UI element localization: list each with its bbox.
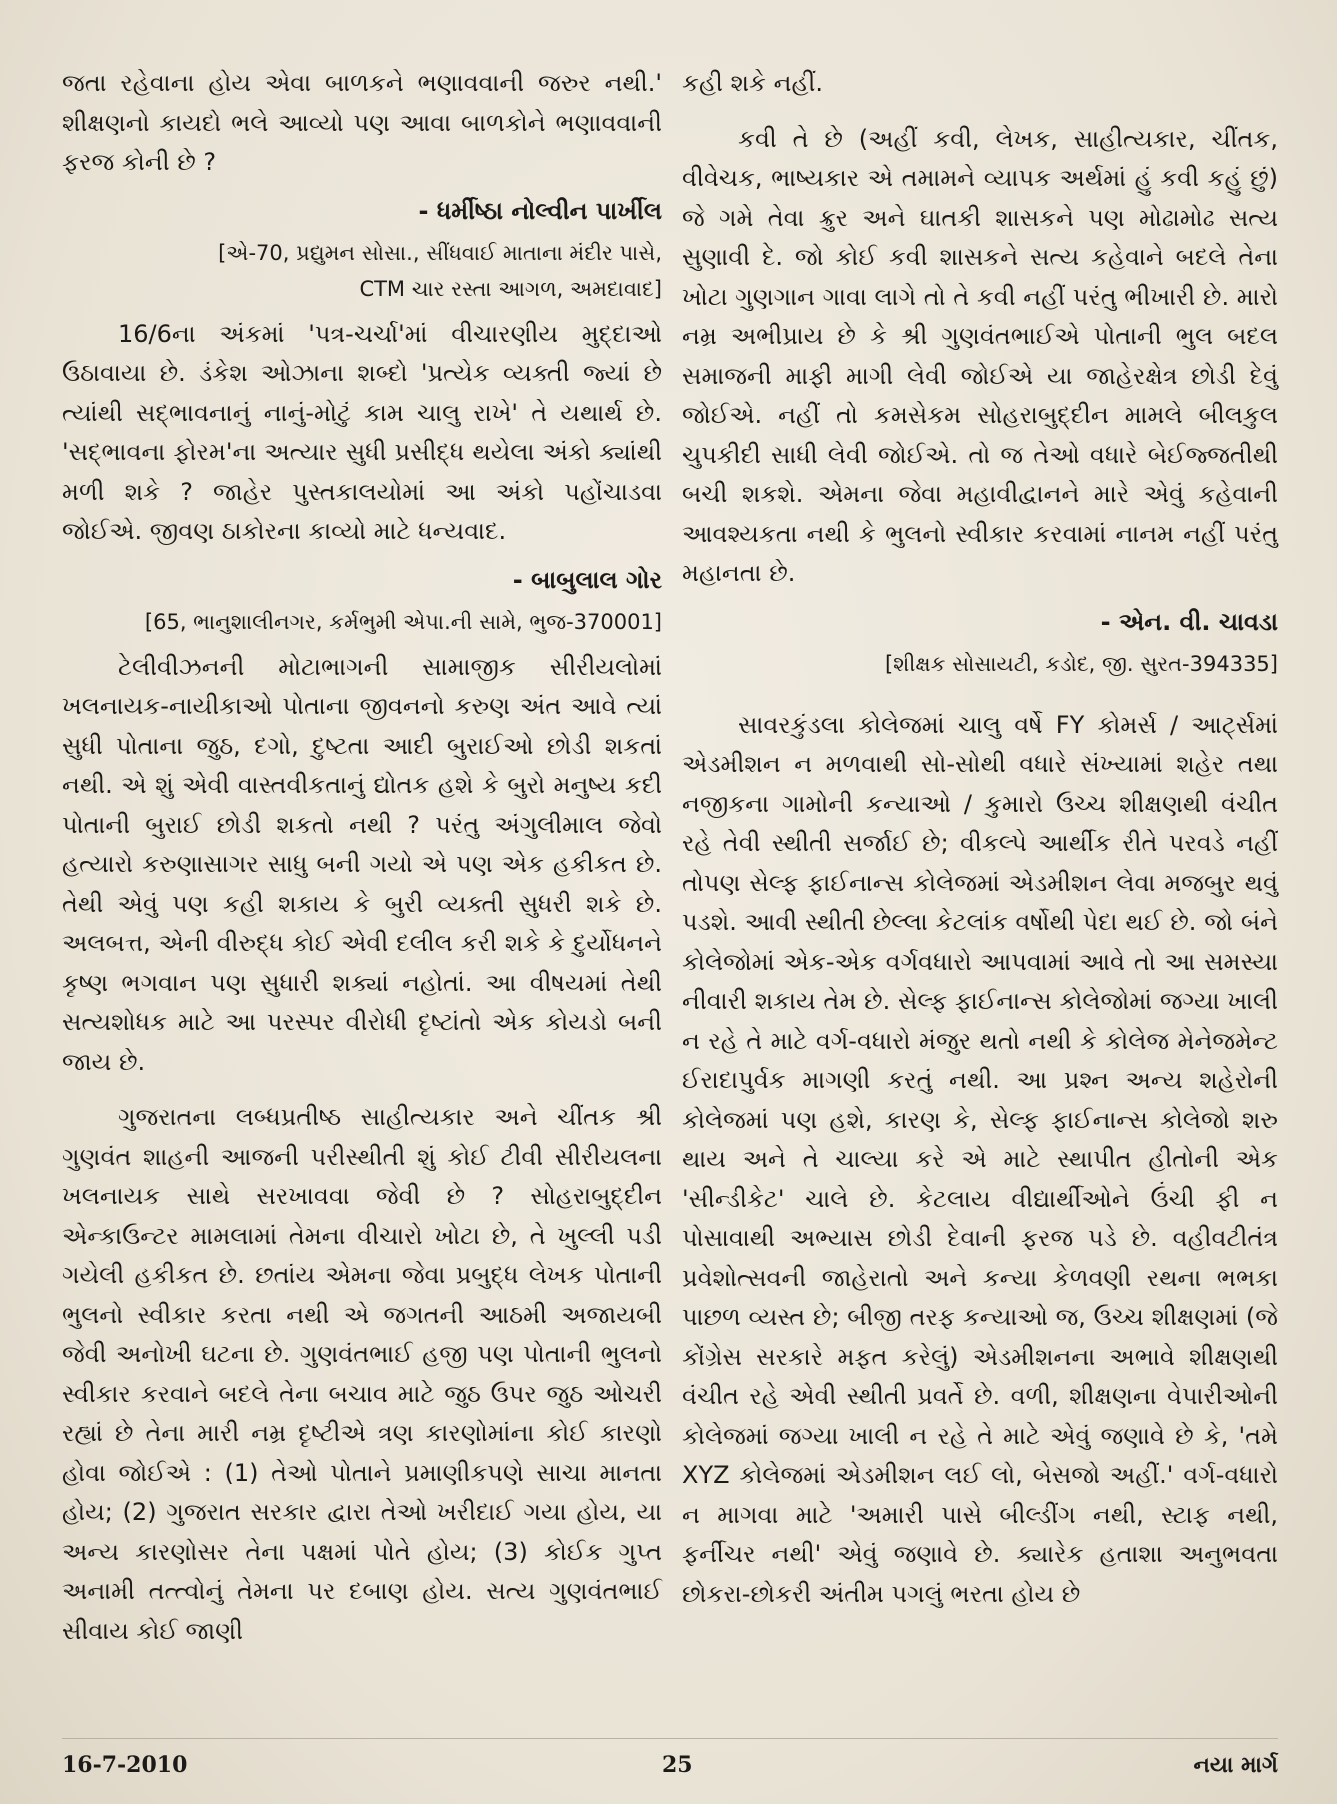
letter-3-paragraph-3: કવી તે છે (અહીં કવી, લેખક, સાહીત્યકાર, ચીંતક, વીવેચક, ભાષ્યકાર એ તમામને વ્યાપક અર્થમાં હું કવી કહું છું) જે ગમે તેવા ક્રુર અને ઘાતકી શાસકને પણ મોઢામોઢ સત્ય સુણાવી દે. જો કોઈ કવી શાસકને સત્ય કહેવાને બદલે તેના ખોટા ગુણગાન ગાવા લાગે તો તે કવી નહીં પરંતુ ભીખારી છે. મારો નમ્ર અભીપ્રાય છે કે શ્રી ગુણવંતભાઈએ પોતાની ભુલ બદલ સમાજની માફી માગી લેવી જોઈએ યા જાહેરક્ષેત્ર છોડી દેવું જોઈએ. નહીં તો કમસેકમ સોહરાબુદ્દીન મામલે બીલકુલ ચુપકીદી સાધી લેવી જોઈએ. તો જ તેઓ વધારે બેઈજ્જતીથી બચી શકશે. એમના જેવા મહાવીદ્વાનને મારે એવું કહેવાની આવશ્યકતા નથી કે ભુલનો સ્વીકાર કરવામાં નાનમ નહીં પરંતુ મહાનતા છે. <box>682 124 1278 587</box>
address-line-2: CTM ચાર રસ્તા આગળ, અમદાવાદ] <box>359 276 662 301</box>
signature-dharmishtha: - ધર્મીષ્ઠા નોલ્વીન પાર્ખીલ <box>418 196 662 225</box>
address-bhuj: [65, ભાનુશાલીનગર, કર્મભુમી એપા.ની સામે, ભુજ-370001] <box>144 609 662 634</box>
address-kadod: [શીક્ષક સોસાયટી, કડોદ, જી. સુરત-394335] <box>884 651 1278 676</box>
address-ahmedabad <box>62 235 662 307</box>
left-column <box>62 64 662 1651</box>
issue-date: 16-7-2010 <box>62 1752 188 1778</box>
signature-babulal: - બાબુલાલ ગોર <box>512 565 662 594</box>
letter-3-paragraph-1: ટેલીવીઝનની મોટાભાગની સામાજીક સીરીયલોમાં ખલનાયક-નાયીકાઓ પોતાના જીવનનો કરુણ અંત આવે ત્યાં સુધી પોતાના જુઠ, દગો, દુષ્ટતા આદી બુરાઈઓ છોડી શકતાં નથી. એ શું એવી વાસ્તવીકતાનું દ્યોતક હશે કે બુરો મનુષ્ય કદી પોતાની બુરાઈ છોડી શકતો નથી ? પરંતુ અંગુલીમાલ જેવો હત્યારો કરુણાસાગર સાધુ બની ગયો એ પણ એક હકીકત છે. તેથી એવું પણ કહી શકાય કે બુરી વ્યક્તી સુધરી શકે છે. અલબત્ત, એની વીરુદ્ધ કોઈ એવી દલીલ કરી શકે કે દુર્યોધનને કૃષ્ણ ભગવાન પણ સુધારી શક્યાં નહોતાં. આ વીષયમાં તેથી સત્યશોધક માટે આ પરસ્પર વીરોધી દૃષ્ટાંતો એક કોયડો બની જાય છે. <box>62 652 662 1076</box>
letter-3-tail: કહી શકે નહીં. <box>682 69 824 97</box>
address-line-1: [એ-70, પ્રદ્યુમન સોસા., સીંધવાઈ માતાના મંદીર પાસે, <box>218 240 662 265</box>
right-column <box>682 64 1278 1614</box>
magazine-name: નયા માર્ગ <box>1193 1752 1278 1778</box>
page-number: 25 <box>662 1752 693 1778</box>
letter-4-body: સાવરકુંડલા કોલેજમાં ચાલુ વર્ષે FY કોમર્સ / આર્ટ્સમાં એડમીશન ન મળવાથી સો-સોથી વધારે સંખ્યામાં શહેર તથા નજીકના ગામોની કન્યાઓ / કુમારો ઉચ્ચ શીક્ષણથી વંચીત રહે તેવી સ્થીતી સર્જાઈ છે; વીકલ્પે આર્થીક રીતે પરવડે નહીં તોપણ સેલ્ફ ફાઈનાન્સ કોલેજમાં એડમીશન લેવા મજબુર થવું પડશે. આવી સ્થીતી છેલ્લા કેટલાંક વર્ષોથી પેદા થઈ છે. જો બંને કોલેજોમાં એક-એક વર્ગવધારો આપવામાં આવે તો આ સમસ્યા નીવારી શકાય તેમ છે. સેલ્ફ ફાઈનાન્સ કોલેજોમાં જગ્યા ખાલી ન રહે તે માટે વર્ગ-વધારો મંજુર થતો નથી કે કોલેજ મેનેજમેન્ટ ઈરાદાપુર્વક માગણી કરતું નથી. આ પ્રશ્ન અન્ય શહેરોની કોલેજમાં પણ હશે, કારણ કે, સેલ્ફ ફાઈનાન્સ કોલેજો શરુ થાય અને તે ચાલ્યા કરે એ માટે સ્થાપીત હીતોની એક 'સીન્ડીકેટ' ચાલે છે. કેટલાય વીદ્યાર્થીઓને ઉંચી ફી ન પોસાવાથી અભ્યાસ છોડી દેવાની ફરજ પડે છે. વહીવટીતંત્ર પ્રવેશોત્સવની જાહેરાતો અને કન્યા કેળવણી રથના ભભકા પાછળ વ્યસ્ત છે; બીજી તરફ કન્યાઓ જ, ઉચ્ચ શીક્ષણમાં (જે કોંગ્રેસ સરકારે મફત કરેલું) એડમીશનના અભાવે શીક્ષણથી વંચીત રહે એવી સ્થીતી પ્રવર્તે છે. વળી, શીક્ષણના વેપારીઓની કોલેજમાં જગ્યા ખાલી ન રહે તે માટે એવું જણાવે છે કે, 'તમે XYZ કોલેજમાં એડમીશન લઈ લો, બેસજો અહીં.' વર્ગ-વધારો ન માગવા માટે 'અમારી પાસે બીલ્ડીંગ નથી, સ્ટાફ નથી, ફર્નીચર નથી' એવું જણાવે છે. ક્યારેક હતાશા અનુભવતા છોકરા-છોકરી અંતીમ પગલું ભરતા હોય છે <box>682 710 1278 1608</box>
letter-1-tail: જતા રહેવાના હોય એવા બાળકને ભણાવવાની જરુર નથી.' શીક્ષણનો કાયદો ભલે આવ્યો પણ આવા બાળકોને ભણાવવાની ફરજ કોની છે ? <box>62 69 662 176</box>
letter-3-paragraph-2: ગુજરાતના લબ્ધપ્રતીષ્ઠ સાહીત્યકાર અને ચીંતક શ્રી ગુણવંત શાહની આજની પરીસ્થીતી શું કોઈ ટીવી સીરીયલના ખલનાયક સાથે સરખાવવા જેવી છે ? સોહરાબુદ્દીન એન્કાઉન્ટર મામલામાં તેમના વીચારો ખોટા છે, તે ખુલ્લી પડી ગયેલી હકીકત છે. છતાંય એમના જેવા પ્રબુદ્ધ લેખક પોતાની ભુલનો સ્વીકાર કરતા નથી એ જગતની આઠમી અજાયબી જેવી અનોખી ઘટના છે. ગુણવંતભાઈ હજી પણ પોતાની ભુલનો સ્વીકાર કરવાને બદલે તેના બચાવ માટે જુઠ ઉપર જુઠ ઓચરી રહ્યાં છે તેના મારી નમ્ર દૃષ્ટીએ ત્રણ કારણોમાંના કોઈ કારણો હોવા જોઈએ : (1) તેઓ પોતાને પ્રમાણીકપણે સાચા માનતા હોય; (2) ગુજરાત સરકાર દ્વારા તેઓ ખરીદાઈ ગયા હોય, યા અન્ય કારણોસર તેના પક્ષમાં પોતે હોય; (3) કોઈક ગુપ્ત અનામી તત્ત્વોનું તેમના પર દબાણ હોય. સત્ય ગુણવંતભાઈ સીવાય કોઈ જાણી <box>62 1103 662 1645</box>
page-footer <box>62 1752 1278 1786</box>
footer-rule <box>62 1738 1278 1739</box>
letter-2-body: 16/6ના અંકમાં 'પત્ર-ચર્ચા'માં વીચારણીય મુદ્દાઓ ઉઠાવાયા છે. ડંકેશ ઓઝાના શબ્દો 'પ્રત્યેક વ્યક્તી જ્યાં છે ત્યાંથી સદ્ભાવનાનું નાનું-મોટું કામ ચાલુ રાખે' તે યથાર્થ છે. 'સદ્ભાવના ફોરમ'ના અત્યાર સુધી પ્રસીદ્ધ થયેલા અંકો ક્યાંથી મળી શકે ? જાહેર પુસ્તકાલયોમાં આ અંકો પહોંચાડવા જોઈએ. જીવણ ઠાકોરના કાવ્યો માટે ધન્યવાદ. <box>62 319 662 545</box>
signature-chavda: - એન. વી. ચાવડા <box>1100 607 1278 636</box>
